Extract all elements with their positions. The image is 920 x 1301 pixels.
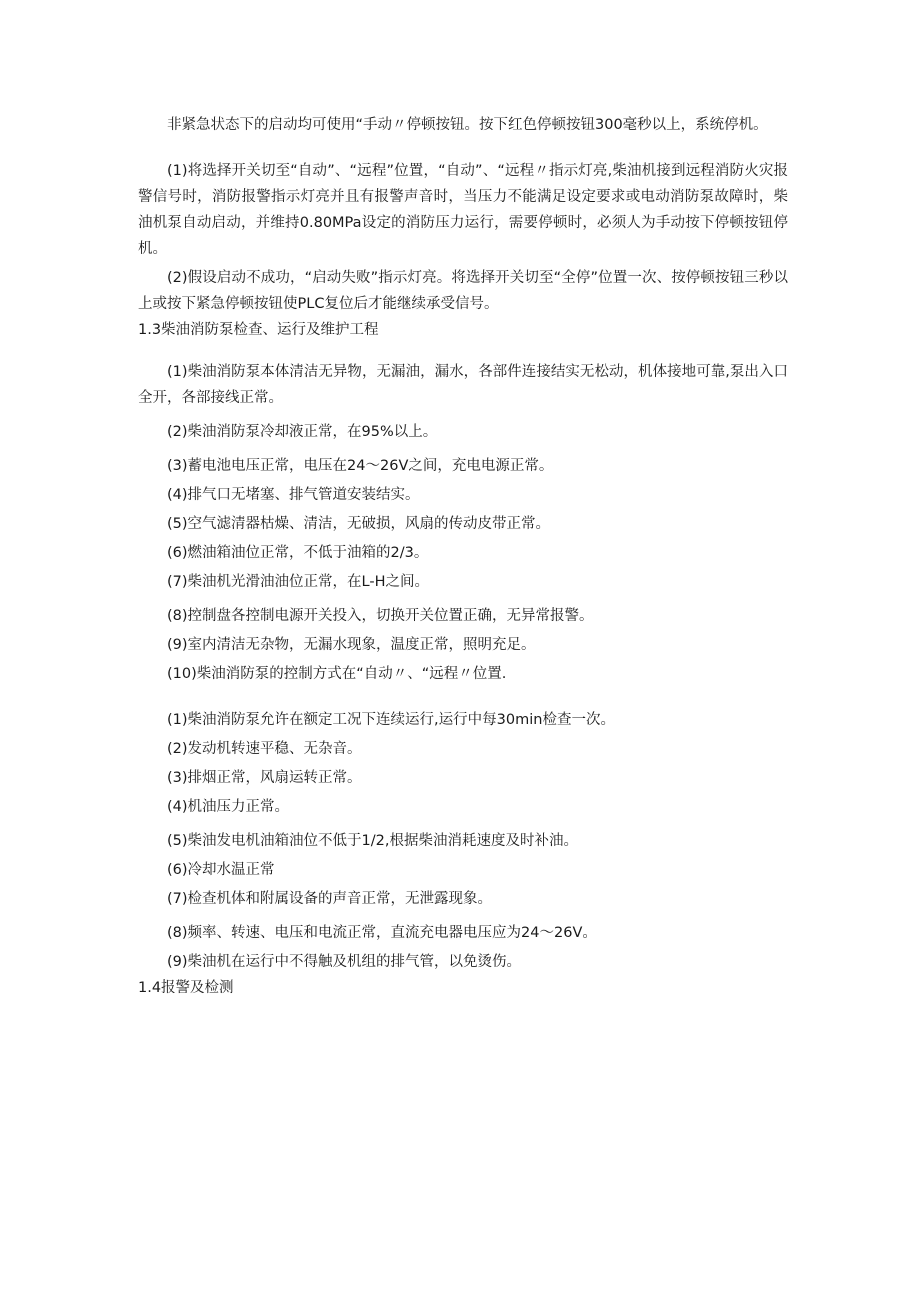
check-item-6: (6)燃油箱油位正常，不低于油箱的2/3。	[167, 545, 429, 561]
check-item-2: (2)柴油消防泵冷却液正常，在95%以上。	[167, 424, 438, 440]
operation-item-9: (9)柴油机在运行中不得触及机组的排气管，以免烫伤。	[167, 954, 522, 970]
check-item-8: (8)控制盘各控制电源开关投入，切换开关位置正确，无异常报警。	[167, 608, 594, 624]
check-item-5: (5)空气滤清器枯燥、清洁，无破损，风扇的传动皮带正常。	[167, 516, 551, 532]
check-item-3: (3)蓄电池电压正常，电压在24～26V之间，充电电源正常。	[167, 458, 554, 474]
check-item-1: (1)柴油消防泵本体清洁无异物，无漏油，漏水，各部件连接结实无松动，机体接地可靠,泵出入口全开，各部接线正常。	[138, 364, 788, 406]
operation-item-7: (7)检查机体和附属设备的声音正常，无泄露现象。	[167, 891, 493, 907]
intro-paragraph: 非紧急状态下的启动均可使用“手动〃停顿按钮。按下红色停顿按钮300毫秒以上，系统停机。	[167, 117, 768, 133]
operation-item-8: (8)频率、转速、电压和电流正常，直流充电器电压应为24～26V。	[167, 925, 597, 941]
check-item-10: (10)柴油消防泵的控制方式在“自动〃、“远程〃位置.	[167, 666, 507, 682]
check-item-4: (4)排气口无堵塞、排气管道安装结实。	[167, 487, 420, 503]
check-item-9: (9)室内清洁无杂物，无漏水现象，温度正常，照明充足。	[167, 637, 536, 653]
operation-item-2: (2)发动机转速平稳、无杂音。	[167, 741, 362, 757]
operation-item-5: (5)柴油发电机油箱油位不低于1/2,根据柴油消耗速度及时补油。	[167, 833, 578, 849]
section-heading-1-3: 1.3柴油消防泵检查、运行及维护工程	[138, 322, 379, 338]
section-heading-1-4: 1.4报警及检测	[138, 980, 234, 996]
auto-mode-paragraph-1: (1)将选择开关切至“自动”、“远程”位置，“自动”、“远程〃指示灯亮,柴油机接到远程消防火灾报警信号时，消防报警指示灯亮并且有报警声音时，当压力不能满足设定要求或电动消防泵故障时，柴油机泵自动启动，并维持0.80MPa设定的消防压力运行，需要停顿时，必须人为手动按下停顿按钮停机。	[138, 163, 788, 257]
operation-item-3: (3)排烟正常，风扇运转正常。	[167, 770, 362, 786]
operation-item-1: (1)柴油消防泵允许在额定工况下连续运行,运行中每30min检查一次。	[167, 712, 615, 728]
operation-item-6: (6)冷却水温正常	[167, 862, 275, 878]
auto-mode-paragraph-2: (2)假设启动不成功，“启动失败”指示灯亮。将选择开关切至“全停”位置一次、按停顿按钮三秒以上或按下紧急停顿按钮使PLC复位后才能继续承受信号。	[138, 270, 788, 312]
operation-item-4: (4)机油压力正常。	[167, 799, 290, 815]
document-body	[138, 112, 788, 1001]
check-item-7: (7)柴油机光滑油油位正常，在L-H之间。	[167, 574, 429, 590]
